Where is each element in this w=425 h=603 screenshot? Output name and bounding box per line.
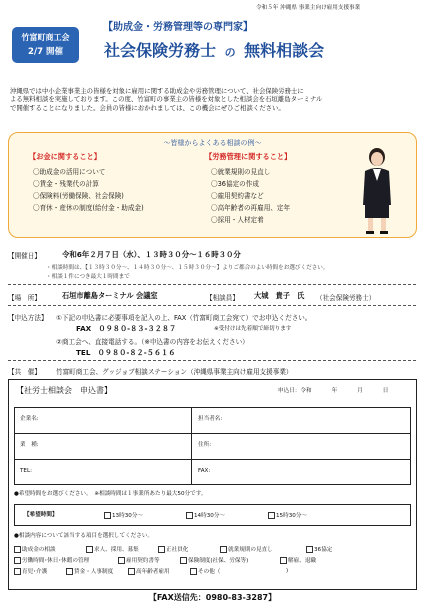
slot-option[interactable]: 14時30分～	[186, 512, 225, 520]
adviser-label: 【相談員】	[206, 294, 239, 302]
list-item: 〇雇用契約書など	[211, 192, 264, 200]
adviser-name: 大城 貴子 氏	[254, 291, 305, 300]
subtitle: 【助成金・労務管理等の専門家】	[103, 22, 253, 33]
title-part-c: 無料相談会	[244, 41, 325, 60]
topic-option[interactable]: 育児･介護	[14, 568, 66, 576]
divider	[8, 305, 416, 306]
field-row-divider	[14, 459, 411, 460]
date-note: ・相談１件につき最大１時間まで	[46, 274, 130, 280]
divider	[8, 360, 416, 361]
title-part-a: 社会保険労務士	[104, 41, 217, 60]
faq-labor-title: 【労務管理に関すること】	[205, 152, 292, 161]
form-title: 【社労士相談会 申込書】	[16, 386, 112, 395]
topic-option[interactable]: 就業規則の見直し	[220, 546, 306, 554]
topics-row	[14, 557, 411, 565]
person-field[interactable]: 担当者名:	[198, 416, 223, 422]
form-date-year: 年	[331, 388, 338, 394]
tel-field[interactable]: TEL:	[20, 468, 32, 474]
host-label: 【共 催】	[8, 368, 41, 376]
badge-org: 竹富町商工会	[21, 33, 70, 42]
checkbox[interactable]	[104, 512, 111, 519]
faq-box	[8, 132, 417, 238]
intro-line: で開催することになりました。会員の皆様におかれましては、この機会にぜひご相談ください。	[10, 103, 285, 112]
tel-number: TEL ０９８０-８２-５６１６	[76, 348, 176, 357]
company-field[interactable]: 企業名:	[20, 416, 39, 422]
date-note: ・相談時間は、【１３時３０分～、１４時３０分～、１５時３０分～】よりご都合のよい時間をお選びください。	[46, 265, 329, 271]
event-badge	[12, 27, 79, 63]
form-date-label: 申込日：令和	[278, 388, 312, 394]
list-item: 〇育休・産休の制度(給付金・助成金)	[33, 204, 144, 212]
form-date-day: 日	[382, 388, 389, 394]
topics-row	[14, 546, 411, 554]
list-item: 〇高年齢者の再雇用、定年	[211, 204, 291, 212]
host-value: 竹富町商工会、グッジョブ相談ステーション（沖縄県事業主向け雇用支援事業）	[56, 368, 293, 376]
venue-label: 【場 所】	[8, 294, 41, 302]
topic-option[interactable]: 雇用契約書等	[118, 557, 180, 565]
list-item: 〇賃金・残業代の計算	[33, 180, 99, 188]
page-title	[104, 38, 324, 61]
hope-note: ●希望時間をお選びください。 ※相談時間は１事業所あたり最大50分です。	[14, 491, 207, 497]
topics-list	[14, 546, 411, 576]
list-item: 〇助成金の活用について	[33, 168, 106, 176]
list-item: 〇保険料(労働保険、社会保険)	[33, 192, 124, 200]
form-date	[278, 388, 412, 395]
apply-line-2: ②商工会へ、直接電話する。（※申込書の内容をお伝えください）	[56, 338, 249, 346]
form-date-month: 月	[357, 388, 363, 394]
intro-text	[10, 87, 418, 112]
field-col-divider	[191, 407, 192, 485]
adviser-role: （社会保険労務士）	[316, 294, 376, 302]
badge-date: 2/7 開催	[28, 47, 63, 57]
divider	[8, 284, 416, 285]
list-item: 〇採用・人材定着	[211, 216, 264, 224]
apply-line-1: ①下記の申込書に必要事項を記入の上、FAX（竹富町商工会宛て）でお申込ください。	[56, 314, 312, 322]
topic-option[interactable]: 36協定	[306, 546, 356, 554]
topic-option[interactable]: 解雇、退職	[280, 557, 340, 565]
fax-field[interactable]: FAX:	[198, 468, 211, 474]
topic-option[interactable]: その他（	[190, 568, 230, 576]
topics-note: ●相談内容について該当する項目を選択してください。	[14, 533, 154, 539]
slot-option[interactable]: 13時30分～	[104, 512, 143, 520]
industry-field[interactable]: 業 種:	[20, 442, 39, 448]
topic-option[interactable]: 求人、採用、募集	[86, 546, 158, 554]
venue-value: 石垣市離島ターミナル 会議室	[62, 291, 158, 300]
topic-option[interactable]: 賃金・人事制度	[66, 568, 128, 576]
checkbox[interactable]	[268, 512, 275, 519]
title-part-b: の	[224, 46, 236, 59]
consultant-illustration	[357, 147, 397, 235]
faq-money-list	[33, 166, 144, 214]
field-row-divider	[14, 433, 411, 434]
topic-option[interactable]: 正社員化	[158, 546, 220, 554]
date-label: 【開催日】	[8, 252, 41, 260]
topic-option[interactable]: 高年齢者雇用	[128, 568, 190, 576]
topic-option[interactable]: 助成金の相談	[14, 546, 86, 554]
fax-footer: 【FAX送信先：0980-83-3287】	[148, 593, 277, 602]
top-note: 令和５年 沖縄県 事業主向け雇用支援事業	[256, 5, 361, 11]
topic-option[interactable]: 保険制度(社保、労保等)	[180, 557, 280, 565]
apply-label: 【申込方法】	[8, 314, 48, 322]
intro-line: よる無料相談を実施しております。この度、竹富町の事業主の皆様を対象とした相談会を石垣離島ターミナル	[10, 95, 323, 104]
list-item: 〇36協定の作成	[211, 180, 259, 188]
topics-row	[14, 568, 411, 576]
hope-label: 【希望時間】	[24, 512, 58, 518]
fax-number: FAX ０９８０-８３-３２８７	[76, 324, 177, 333]
faq-money-title: 【お金に関すること】	[29, 152, 101, 161]
faq-labor-list	[211, 166, 290, 226]
topic-other-close: )	[286, 567, 289, 574]
address-field[interactable]: 住所:	[198, 442, 212, 448]
faq-title: ～皆様からよくある相談の例～	[163, 139, 262, 147]
slot-option[interactable]: 15時30分～	[268, 512, 307, 520]
topic-option[interactable]: 労働時間･休日･休暇の管理	[14, 557, 118, 565]
date-value: 令和6年２月７日（水）、１３時３０分～１６時３０分	[62, 250, 241, 259]
list-item: 〇就業規則の見直し	[211, 168, 271, 176]
fax-note: ※受付けは先着順で締切ります	[214, 326, 292, 332]
checkbox[interactable]	[186, 512, 193, 519]
intro-line: 沖縄県では中小企業事業主の皆様を対象に雇用に関する助成金や労務管理について、社会保険労務士に	[10, 87, 304, 95]
